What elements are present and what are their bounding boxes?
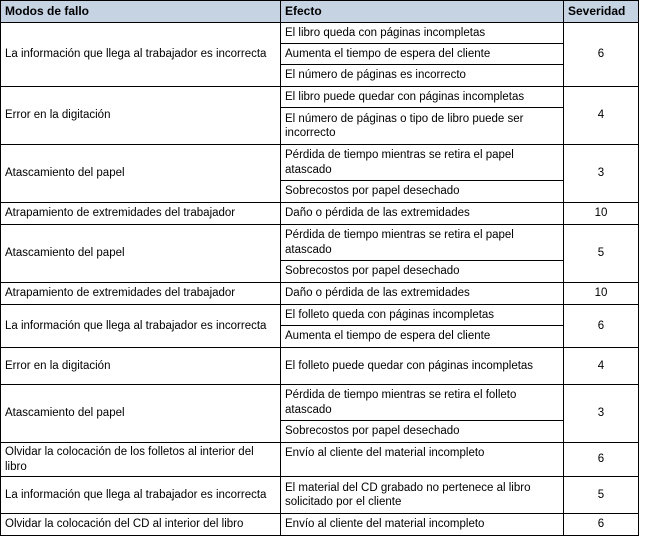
effect-line: El libro queda con páginas incompletas [281, 23, 563, 44]
effect-line: El número de páginas o tipo de libro puede ser incorrecto [285, 112, 524, 139]
severity-cell: 3 [564, 145, 639, 203]
table-row [1, 348, 639, 385]
effect-cell [281, 23, 564, 87]
table-row [1, 477, 639, 514]
table-row [1, 385, 639, 443]
table-row [1, 283, 639, 305]
effect-line: El folleto puede quedar con páginas incompletas [285, 359, 534, 372]
effect-line: Sobrecostos por papel desechado [285, 185, 460, 198]
failure-mode-cell: Atrapamiento de extremidades del trabajador [1, 283, 281, 305]
failure-mode-cell: Atrapamiento de extremidades del trabajador [1, 203, 281, 225]
effect-line: Pérdida de tiempo mientras se retira el papel atascado [281, 145, 563, 181]
effect-line: Sobrecostos por papel desechado [285, 425, 460, 438]
effect-cell [281, 305, 564, 348]
severity-cell: 5 [564, 477, 639, 514]
effect-cell [281, 145, 564, 203]
failure-mode-cell: Olvidar la colocación de los folletos al interior del libro [1, 443, 281, 477]
header-row [1, 1, 639, 23]
column-header-efecto: Efecto [281, 1, 564, 23]
effect-line: Aumenta el tiempo de espera del cliente [285, 330, 491, 343]
failure-mode-cell: Olvidar la colocación del CD al interior del libro [1, 514, 281, 536]
effect-line: El folleto queda con páginas incompletas [281, 305, 563, 326]
column-header-modos-de-fallo: Modos de fallo [1, 1, 281, 23]
effect-line: Sobrecostos por papel desechado [285, 265, 460, 278]
failure-mode-cell: La información que llega al trabajador es incorrecta [1, 305, 281, 348]
effect-line: El libro puede quedar con páginas incompletas [281, 87, 563, 108]
effect-cell [281, 385, 564, 443]
table-row [1, 87, 639, 145]
severity-cell: 5 [564, 225, 639, 283]
effect-cell [281, 477, 564, 514]
failure-mode-cell: Atascamiento del papel [1, 385, 281, 443]
effect-line: Envío al cliente del material incompleto [285, 447, 485, 460]
effect-line: Envío al cliente del material incompleto [285, 518, 485, 531]
effect-line: Pérdida de tiempo mientras se retira el papel atascado [281, 225, 563, 261]
table-row [1, 145, 639, 203]
table-body [1, 23, 639, 536]
severity-cell: 10 [564, 203, 639, 225]
table-row [1, 443, 639, 477]
effect-cell [281, 87, 564, 145]
effect-line: El número de páginas es incorrecto [285, 69, 466, 82]
table-row [1, 225, 639, 283]
failure-mode-cell: Error en la digitación [1, 348, 281, 385]
effect-line: Daño o pérdida de las extremidades [285, 207, 470, 220]
severity-cell: 6 [564, 305, 639, 348]
table-row [1, 23, 639, 87]
effect-cell [281, 443, 564, 477]
failure-mode-cell: Atascamiento del papel [1, 145, 281, 203]
severity-cell: 4 [564, 87, 639, 145]
effect-line: El material del CD grabado no pertenece al libro solicitado por el cliente [285, 481, 531, 508]
failure-mode-cell: La información que llega al trabajador es incorrecta [1, 477, 281, 514]
effect-cell [281, 283, 564, 305]
failure-mode-cell: Atascamiento del papel [1, 225, 281, 283]
severity-cell: 6 [564, 443, 639, 477]
severity-cell: 3 [564, 385, 639, 443]
effect-line: Aumenta el tiempo de espera del cliente [281, 44, 563, 65]
severity-cell: 10 [564, 283, 639, 305]
table-row [1, 305, 639, 348]
effect-cell [281, 348, 564, 385]
effect-line: Pérdida de tiempo mientras se retira el folleto atascado [281, 385, 563, 421]
severity-cell: 6 [564, 514, 639, 536]
severity-cell: 4 [564, 348, 639, 385]
table-header [1, 1, 639, 23]
effect-cell [281, 203, 564, 225]
column-header-severidad: Severidad [564, 1, 639, 23]
failure-mode-cell: La información que llega al trabajador es incorrecta [1, 23, 281, 87]
effect-cell [281, 225, 564, 283]
effect-line: Daño o pérdida de las extremidades [285, 287, 470, 300]
table-row [1, 203, 639, 225]
failure-mode-cell: Error en la digitación [1, 87, 281, 145]
severity-cell: 6 [564, 23, 639, 87]
